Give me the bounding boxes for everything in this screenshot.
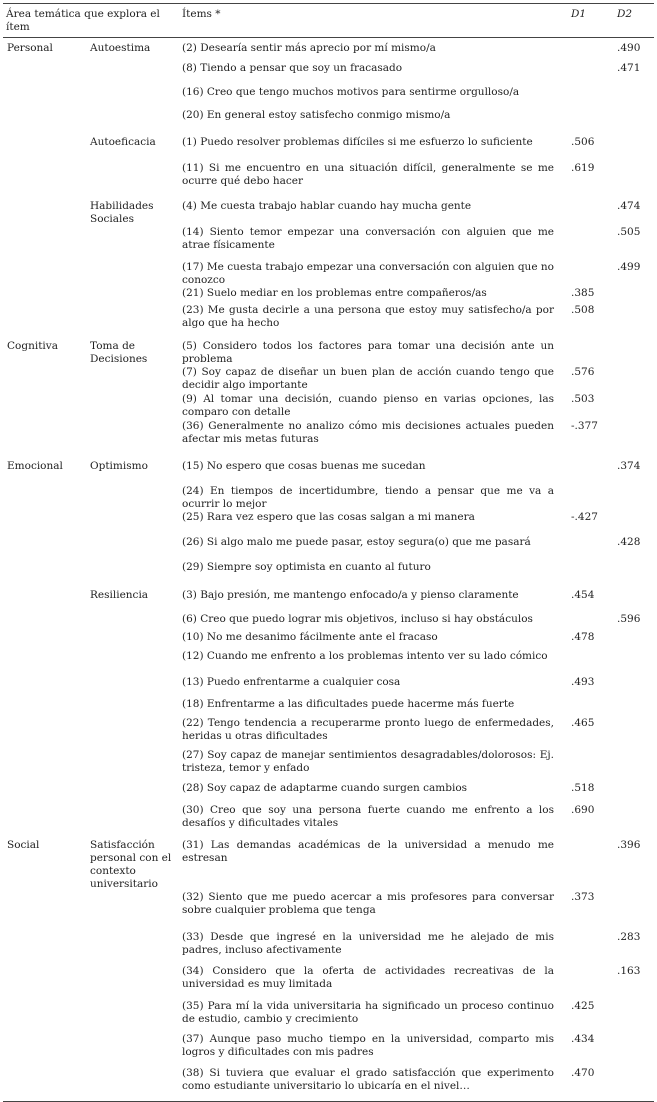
d1-cell: .503 (571, 392, 595, 405)
item-cell: (24) En tiempos de incertidumbre, tiendo a pensar que me va a ocurrir lo mejor (182, 484, 554, 510)
area-cell (3, 561, 84, 589)
area-cell (3, 1000, 84, 1033)
table-row (3, 86, 654, 109)
table-row (3, 782, 654, 804)
header-items: Ítems * (179, 4, 568, 38)
subarea-cell (84, 420, 179, 460)
d2-cell: .163 (617, 964, 641, 977)
table-row (3, 965, 654, 1000)
subarea-cell (84, 536, 179, 561)
d2-cell (614, 86, 654, 109)
item-cell: (27) Soy capaz de manejar sentimientos desagradables/dolorosos: Ej. tristeza, temor y enfado (182, 748, 554, 774)
subarea-cell: Toma de Decisiones (90, 339, 148, 365)
table-row (3, 304, 654, 340)
subarea-cell (84, 393, 179, 420)
subarea-cell (84, 676, 179, 698)
area-cell: Emocional (7, 459, 63, 472)
d2-cell (614, 561, 654, 589)
d2-cell (614, 485, 654, 511)
d2-cell: .396 (617, 838, 641, 851)
d2-cell (614, 366, 654, 393)
subarea-cell (84, 261, 179, 287)
table-row (3, 1000, 654, 1033)
area-cell (3, 1067, 84, 1102)
d2-cell: .596 (617, 612, 641, 625)
table-row (3, 485, 654, 511)
d2-cell (614, 304, 654, 340)
d2-cell: .374 (617, 459, 641, 472)
d2-cell (614, 650, 654, 676)
header-d1: D1 (568, 4, 614, 38)
area-cell (3, 393, 84, 420)
d2-cell (614, 676, 654, 698)
d1-cell: .690 (571, 803, 595, 816)
d2-cell (614, 1000, 654, 1033)
item-cell: (31) Las demandas académicas de la universidad a menudo me estresan (182, 838, 554, 864)
item-cell: (28) Soy capaz de adaptarme cuando surgen cambios (182, 781, 468, 794)
area-cell (3, 226, 84, 261)
item-cell: (1) Puedo resolver problemas difíciles si me esfuerzo lo suficiente (182, 135, 533, 148)
d2-cell: .499 (617, 260, 641, 273)
d2-cell (614, 698, 654, 717)
area-cell (3, 650, 84, 676)
subarea-cell (84, 891, 179, 931)
items-table (3, 3, 654, 1102)
d2-cell (614, 162, 654, 200)
d2-cell (614, 511, 654, 536)
d2-cell: .428 (617, 535, 641, 548)
d2-cell (614, 287, 654, 304)
d1-cell: .465 (571, 716, 595, 729)
area-cell (3, 261, 84, 287)
area-cell (3, 304, 84, 340)
table-row (3, 340, 654, 366)
d1-cell (568, 226, 614, 261)
table-row (3, 511, 654, 536)
d1-cell (568, 613, 614, 631)
area-cell (3, 804, 84, 839)
d1-cell: .493 (571, 675, 595, 688)
d2-cell (614, 1033, 654, 1067)
area-cell (3, 676, 84, 698)
item-cell: (2) Desearía sentir más aprecio por mí mismo/a (179, 38, 568, 62)
area-cell (3, 200, 84, 226)
subarea-cell (84, 86, 179, 109)
area-cell (3, 287, 84, 304)
area-cell (3, 749, 84, 782)
item-cell: (10) No me desanimo fácilmente ante el fracaso (182, 630, 438, 643)
area-cell (3, 931, 84, 965)
item-cell: (5) Considero todos los factores para tomar una decisión ante un problema (182, 339, 554, 365)
table-row (3, 420, 654, 460)
table-row (3, 162, 654, 200)
item-cell: (36) Generalmente no analizo cómo mis decisiones actuales pueden afectar mis metas futuras (182, 419, 554, 445)
item-cell: (4) Me cuesta trabajo hablar cuando hay mucha gente (182, 199, 472, 212)
table-row (3, 698, 654, 717)
subarea-cell (84, 717, 179, 749)
item-cell: (6) Creo que puedo lograr mis objetivos, incluso si hay obstáculos (182, 612, 533, 625)
table-row (3, 460, 654, 485)
table-row (3, 749, 654, 782)
area-cell (3, 965, 84, 1000)
subarea-cell (84, 561, 179, 589)
table-row (3, 631, 654, 650)
item-cell: (26) Si algo malo me puede pasar, estoy segura(o) que me pasará (182, 535, 531, 548)
area-cell (3, 631, 84, 650)
table-row (3, 1067, 654, 1102)
area-cell (3, 62, 84, 86)
subarea-cell: Autoestima (84, 38, 179, 62)
item-cell: (20) En general estoy satisfecho conmigo mismo/a (182, 108, 451, 121)
area-cell (3, 511, 84, 536)
item-cell: (30) Creo que soy una persona fuerte cuando me enfrento a los desafíos y dificultades vitales (182, 803, 554, 829)
subarea-cell (84, 1000, 179, 1033)
item-cell: (9) Al tomar una decisión, cuando pienso en varias opciones, las comparo con detalle (182, 392, 554, 418)
d1-cell: .373 (571, 890, 595, 903)
subarea-cell (84, 226, 179, 261)
d2-cell (614, 420, 654, 460)
item-cell: (17) Me cuesta trabajo empezar una conversación con alguien que no conozco (182, 260, 554, 286)
subarea-cell (84, 485, 179, 511)
table-row (3, 536, 654, 561)
d1-cell: .434 (571, 1032, 595, 1045)
item-cell: (13) Puedo enfrentarme a cualquier cosa (182, 675, 401, 688)
subarea-cell: Autoeficacia (90, 135, 156, 148)
d2-cell (614, 804, 654, 839)
d1-cell (568, 109, 614, 136)
subarea-cell (84, 1067, 179, 1102)
subarea-cell (84, 62, 179, 86)
area-cell (3, 717, 84, 749)
item-cell: (11) Si me encuentro en una situación difícil, generalmente se me ocurre qué debo hacer (182, 161, 554, 187)
subarea-cell: Resiliencia (90, 588, 149, 601)
header-row (3, 4, 654, 38)
d1-cell: .518 (571, 781, 595, 794)
subarea-cell (84, 613, 179, 631)
item-cell: (3) Bajo presión, me mantengo enfocado/a y pienso claramente (182, 588, 519, 601)
table-row (3, 804, 654, 839)
table-row (3, 287, 654, 304)
subarea-cell (84, 631, 179, 650)
d1-cell: .454 (571, 588, 595, 601)
item-cell: (12) Cuando me enfrento a los problemas intento ver su lado cómico (182, 649, 548, 662)
table-row (3, 226, 654, 261)
table-row (3, 561, 654, 589)
table-row (3, 366, 654, 393)
d2-cell (614, 631, 654, 650)
area-cell (3, 782, 84, 804)
subarea-cell (84, 162, 179, 200)
d1-cell: .576 (571, 365, 595, 378)
area-cell (3, 109, 84, 136)
d1-cell (568, 62, 614, 86)
table-row (3, 717, 654, 749)
d1-cell: .425 (571, 999, 595, 1012)
table-row (3, 676, 654, 698)
header-area: Área temática que explora el ítem (3, 4, 179, 38)
d1-cell (568, 650, 614, 676)
d1-cell: -.427 (571, 510, 598, 523)
d2-cell: .283 (617, 930, 641, 943)
area-cell (3, 86, 84, 109)
table-row (3, 109, 654, 136)
d1-cell (568, 261, 614, 287)
subarea-cell (84, 965, 179, 1000)
d1-cell (568, 200, 614, 226)
d2-cell (614, 782, 654, 804)
table-row (3, 136, 654, 162)
d1-cell (568, 38, 614, 62)
area-cell (3, 366, 84, 393)
area-cell (3, 1033, 84, 1067)
table-row (3, 62, 654, 86)
area-cell: Cognitiva (7, 339, 58, 352)
item-cell: (32) Siento que me puedo acercar a mis profesores para conversar sobre cualquier problema que tenga (182, 890, 554, 916)
d2-cell: .474 (617, 199, 641, 212)
item-cell: (37) Aunque paso mucho tiempo en la universidad, comparto mis logros y dificultades con mis padres (182, 1032, 554, 1058)
d1-cell (568, 536, 614, 561)
d2-cell: .505 (617, 225, 641, 238)
item-cell: (16) Creo que tengo muchos motivos para sentirme orgulloso/a (182, 85, 520, 98)
d1-cell (568, 749, 614, 782)
area-cell (3, 536, 84, 561)
subarea-cell (84, 1033, 179, 1067)
d2-cell (614, 109, 654, 136)
item-cell: (22) Tengo tendencia a recuperarme pronto luego de enfermedades, heridas u otras dificultades (182, 716, 554, 742)
table-row (3, 38, 654, 62)
subarea-cell (84, 511, 179, 536)
d2-cell (614, 393, 654, 420)
table-row (3, 839, 654, 891)
area-cell (3, 162, 84, 200)
d1-cell: .506 (571, 135, 595, 148)
item-cell: (38) Si tuviera que evaluar el grado satisfacción que experimento como estudiante universitario lo ubicaría en el nivel… (179, 1067, 568, 1102)
subarea-cell (84, 650, 179, 676)
area-cell (3, 613, 84, 631)
item-cell: (18) Enfrentarme a las dificultades puede hacerme más fuerte (182, 697, 515, 710)
table-row (3, 393, 654, 420)
d1-cell: .478 (571, 630, 595, 643)
item-cell: (33) Desde que ingresé en la universidad me he alejado de mis padres, incluso afectivamente (182, 930, 554, 956)
d1-cell (568, 340, 614, 366)
item-cell: (14) Siento temor empezar una conversación con alguien que me atrae físicamente (182, 225, 554, 251)
d2-cell (614, 891, 654, 931)
table-row (3, 261, 654, 287)
item-cell: (35) Para mí la vida universitaria ha significado un proceso continuo de estudio, cambio y crecimiento (182, 999, 554, 1025)
item-cell: (34) Considero que la oferta de actividades recreativas de la universidad es muy limitada (182, 964, 554, 990)
area-cell (3, 420, 84, 460)
d1-cell (568, 931, 614, 965)
table-row (3, 613, 654, 631)
area-cell (3, 589, 84, 613)
subarea-cell (84, 366, 179, 393)
d2-cell: .490 (614, 38, 654, 62)
item-cell: (21) Suelo mediar en los problemas entre compañeros/as (182, 286, 487, 299)
area-cell (3, 485, 84, 511)
d1-cell: .385 (571, 286, 595, 299)
d1-cell (568, 561, 614, 589)
table-row (3, 891, 654, 931)
d1-cell (568, 460, 614, 485)
d1-cell: .470 (568, 1067, 614, 1102)
area-cell: Personal (3, 38, 84, 62)
d1-cell (568, 698, 614, 717)
table-row (3, 931, 654, 965)
area-cell (3, 891, 84, 931)
area-cell (3, 136, 84, 162)
d2-cell: .471 (617, 61, 641, 74)
subarea-cell: Optimismo (90, 459, 148, 472)
table-row (3, 1033, 654, 1067)
d1-cell: .508 (571, 303, 595, 316)
d1-cell (568, 86, 614, 109)
subarea-cell (84, 931, 179, 965)
subarea-cell: Habilidades Sociales (90, 199, 154, 225)
table-row (3, 589, 654, 613)
d2-cell (614, 1067, 654, 1102)
item-cell: (23) Me gusta decirle a una persona que estoy muy satisfecho/a por algo que ha hecho (182, 303, 554, 329)
subarea-cell (84, 804, 179, 839)
d1-cell: -.377 (571, 419, 598, 432)
d2-cell (614, 340, 654, 366)
header-d2: D2 (614, 4, 654, 38)
d1-cell (568, 839, 614, 891)
d2-cell (614, 749, 654, 782)
subarea-cell: Satisfacción personal con el contexto universitario (90, 838, 172, 890)
subarea-cell (84, 782, 179, 804)
d2-cell (614, 589, 654, 613)
subarea-cell (84, 109, 179, 136)
table-row (3, 200, 654, 226)
item-cell: (15) No espero que cosas buenas me sucedan (182, 459, 426, 472)
item-cell: (7) Soy capaz de diseñar un buen plan de acción cuando tengo que decidir algo importante (182, 365, 554, 391)
d1-cell: .619 (571, 161, 595, 174)
d2-cell (614, 136, 654, 162)
d1-cell (568, 965, 614, 1000)
d2-cell (614, 717, 654, 749)
subarea-cell (84, 698, 179, 717)
subarea-cell (84, 749, 179, 782)
area-cell (3, 698, 84, 717)
table-body (3, 38, 654, 1102)
item-cell: (29) Siempre soy optimista en cuanto al futuro (182, 560, 431, 573)
item-cell: (25) Rara vez espero que las cosas salgan a mi manera (182, 510, 475, 523)
subarea-cell (84, 287, 179, 304)
d1-cell (568, 485, 614, 511)
item-cell: (8) Tiendo a pensar que soy un fracasado (182, 61, 403, 74)
subarea-cell (84, 304, 179, 340)
table-row (3, 650, 654, 676)
area-cell: Social (7, 838, 40, 851)
